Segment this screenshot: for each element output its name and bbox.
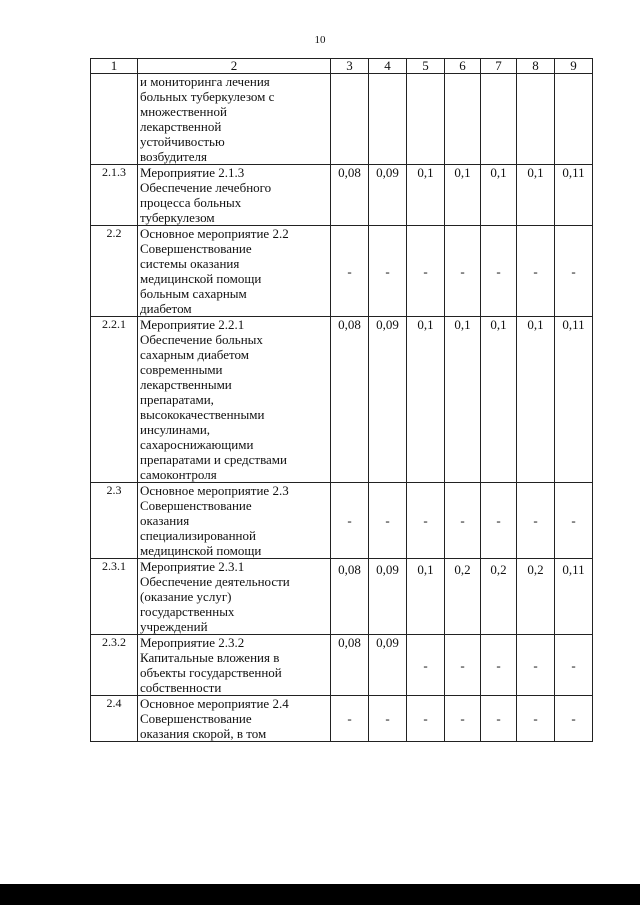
- table-row: [91, 696, 593, 742]
- value-cell-col-3: [331, 74, 369, 165]
- row-code: 2.3.2: [91, 635, 138, 696]
- row-name-line: Мероприятие 2.3.2: [140, 635, 245, 650]
- value-cell-col-8: 0,1: [517, 317, 555, 483]
- table-row: [91, 317, 593, 483]
- row-name-line: сахароснижающими: [140, 437, 254, 452]
- value-cell-col-7: 0,1: [481, 165, 517, 226]
- value-cell-col-8: 0,1: [517, 165, 555, 226]
- value-cell-col-8: -: [517, 226, 555, 317]
- row-name-line: больным сахарным: [140, 286, 247, 301]
- row-name-line: сахарным диабетом: [140, 347, 250, 362]
- value-cell-col-4: [369, 74, 407, 165]
- value-cell-col-9: -: [555, 635, 593, 696]
- value-cell-col-5: 0,1: [407, 559, 445, 635]
- row-name-line: возбудителя: [140, 149, 207, 164]
- value-cell-col-7: -: [481, 635, 517, 696]
- value-cell-col-6: -: [445, 696, 481, 742]
- row-name-line: лекарственными: [140, 377, 232, 392]
- value-cell-col-8: -: [517, 483, 555, 559]
- row-name: [138, 483, 331, 559]
- value-cell-col-3: 0,08: [331, 317, 369, 483]
- value-cell-col-5: [407, 74, 445, 165]
- column-header-6: 6: [445, 59, 481, 74]
- value-cell-col-7: -: [481, 696, 517, 742]
- value-cell-col-3: -: [331, 226, 369, 317]
- value-cell-col-4: -: [369, 226, 407, 317]
- row-code: 2.4: [91, 696, 138, 742]
- row-name-line: оказания скорой, в том: [140, 726, 267, 741]
- row-name: [138, 226, 331, 317]
- value-cell-col-4: 0,09: [369, 317, 407, 483]
- column-header-7: 7: [481, 59, 517, 74]
- row-name-line: Совершенствование: [140, 711, 252, 726]
- table-row: [91, 226, 593, 317]
- column-header-4: 4: [369, 59, 407, 74]
- value-cell-col-8: [517, 74, 555, 165]
- value-cell-col-9: -: [555, 226, 593, 317]
- value-cell-col-8: -: [517, 696, 555, 742]
- value-cell-col-4: 0,09: [369, 559, 407, 635]
- row-name-line: Совершенствование: [140, 498, 252, 513]
- value-cell-col-3: 0,08: [331, 635, 369, 696]
- column-header-8: 8: [517, 59, 555, 74]
- value-cell-col-6: -: [445, 483, 481, 559]
- row-name-line: множественной: [140, 104, 227, 119]
- value-cell-col-6: -: [445, 635, 481, 696]
- value-cell-col-5: -: [407, 696, 445, 742]
- row-name-line: оказания: [140, 513, 190, 528]
- value-cell-col-3: 0,08: [331, 559, 369, 635]
- row-name-line: Мероприятие 2.3.1: [140, 559, 245, 574]
- row-name-line: системы оказания: [140, 256, 240, 271]
- value-cell-col-9: 0,11: [555, 317, 593, 483]
- row-code: 2.2: [91, 226, 138, 317]
- table-body: [91, 74, 593, 742]
- value-cell-col-9: 0,11: [555, 559, 593, 635]
- column-header-3: 3: [331, 59, 369, 74]
- value-cell-col-3: 0,08: [331, 165, 369, 226]
- row-name-line: специализированной: [140, 528, 256, 543]
- value-cell-col-8: -: [517, 635, 555, 696]
- row-name-line: современными: [140, 362, 223, 377]
- table-row: [91, 635, 593, 696]
- row-name: [138, 559, 331, 635]
- value-cell-col-5: -: [407, 226, 445, 317]
- row-name-line: Обеспечение лечебного: [140, 180, 272, 195]
- value-cell-col-7: [481, 74, 517, 165]
- row-name-line: препаратами и средствами: [140, 452, 287, 467]
- column-header-9: 9: [555, 59, 593, 74]
- row-name-line: процесса больных: [140, 195, 242, 210]
- row-name: [138, 317, 331, 483]
- row-name-line: медицинской помощи: [140, 543, 262, 558]
- row-code: 2.3.1: [91, 559, 138, 635]
- page-number: 10: [314, 34, 326, 46]
- table-row: [91, 165, 593, 226]
- value-cell-col-4: -: [369, 483, 407, 559]
- value-cell-col-6: 0,1: [445, 165, 481, 226]
- value-cell-col-6: -: [445, 226, 481, 317]
- scan-border: [0, 884, 640, 905]
- row-name-line: диабетом: [140, 301, 192, 316]
- row-code: 2.2.1: [91, 317, 138, 483]
- row-name-line: собственности: [140, 680, 222, 695]
- row-code: [91, 74, 138, 165]
- row-name-line: Обеспечение больных: [140, 332, 263, 347]
- value-cell-col-9: [555, 74, 593, 165]
- value-cell-col-7: 0,2: [481, 559, 517, 635]
- row-name: [138, 74, 331, 165]
- row-name-line: Мероприятие 2.2.1: [140, 317, 245, 332]
- value-cell-col-6: [445, 74, 481, 165]
- row-name-line: Основное мероприятие 2.4: [140, 696, 289, 711]
- table-row: [91, 74, 593, 165]
- value-cell-col-3: -: [331, 696, 369, 742]
- value-cell-col-6: 0,2: [445, 559, 481, 635]
- row-name-line: государственных: [140, 604, 235, 619]
- table-row: [91, 483, 593, 559]
- value-cell-col-7: 0,1: [481, 317, 517, 483]
- row-name: [138, 635, 331, 696]
- row-name-line: инсулинами,: [140, 422, 211, 437]
- row-name-line: учреждений: [140, 619, 208, 634]
- row-name-line: туберкулезом: [140, 210, 215, 225]
- data-table: [90, 58, 593, 742]
- value-cell-col-3: -: [331, 483, 369, 559]
- value-cell-col-4: 0,09: [369, 635, 407, 696]
- row-name-line: препаратами,: [140, 392, 214, 407]
- value-cell-col-5: -: [407, 635, 445, 696]
- row-name-line: Основное мероприятие 2.2: [140, 226, 289, 241]
- value-cell-col-5: 0,1: [407, 317, 445, 483]
- table-row: [91, 559, 593, 635]
- value-cell-col-5: 0,1: [407, 165, 445, 226]
- row-name-line: лекарственной: [140, 119, 222, 134]
- row-name-line: устойчивостью: [140, 134, 225, 149]
- value-cell-col-9: -: [555, 483, 593, 559]
- value-cell-col-5: -: [407, 483, 445, 559]
- row-name-line: больных туберкулезом с: [140, 89, 275, 104]
- value-cell-col-8: 0,2: [517, 559, 555, 635]
- row-name-line: Основное мероприятие 2.3: [140, 483, 289, 498]
- row-name-line: и мониторинга лечения: [140, 74, 270, 89]
- row-name-line: Совершенствование: [140, 241, 252, 256]
- row-name: [138, 165, 331, 226]
- row-name: [138, 696, 331, 742]
- row-name-line: медицинской помощи: [140, 271, 262, 286]
- value-cell-col-7: -: [481, 226, 517, 317]
- row-code: 2.1.3: [91, 165, 138, 226]
- row-name-line: Обеспечение деятельности: [140, 574, 290, 589]
- row-name-line: Капитальные вложения в: [140, 650, 280, 665]
- value-cell-col-6: 0,1: [445, 317, 481, 483]
- row-name-line: объекты государственной: [140, 665, 282, 680]
- row-name-line: самоконтроля: [140, 467, 217, 482]
- row-name-line: высококачественными: [140, 407, 265, 422]
- column-header-1: 1: [91, 59, 138, 74]
- column-header-5: 5: [407, 59, 445, 74]
- row-code: 2.3: [91, 483, 138, 559]
- row-name-line: Мероприятие 2.1.3: [140, 165, 245, 180]
- column-header-2: 2: [138, 59, 331, 74]
- value-cell-col-4: -: [369, 696, 407, 742]
- value-cell-col-9: 0,11: [555, 165, 593, 226]
- value-cell-col-4: 0,09: [369, 165, 407, 226]
- value-cell-col-9: -: [555, 696, 593, 742]
- row-name-line: (оказание услуг): [140, 589, 232, 604]
- header-row: [91, 59, 593, 74]
- value-cell-col-7: -: [481, 483, 517, 559]
